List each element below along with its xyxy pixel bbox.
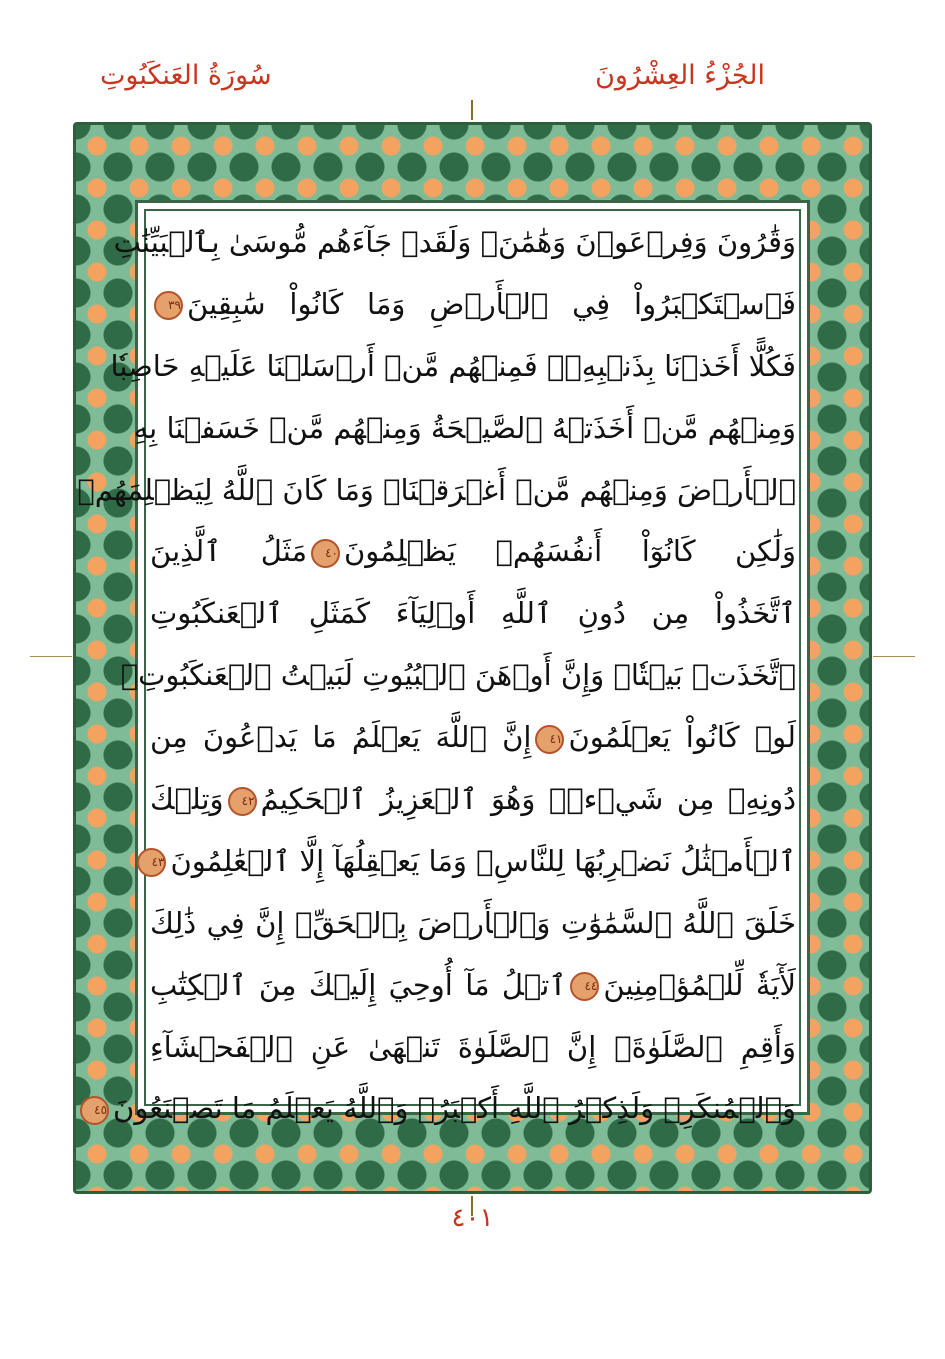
text-line: خَلَقَ ٱللَّهُ ٱلسَّمَٰوَٰتِ وَٱلۡأَرۡضَ بِٱلۡحَقِّۚ إِنَّ فِي ذَٰلِكَ	[150, 905, 796, 940]
text-line: وَقَٰرُونَ وَفِرۡعَوۡنَ وَهَٰمَٰنَۖ وَلَقَدۡ جَآءَهُم مُّوسَىٰ بِٱلۡبَيِّنَٰتِ	[113, 225, 796, 259]
text-line: ٱلۡأَرۡضَ وَمِنۡهُم مَّنۡ أَغۡرَقۡنَاۚ وَمَا كَانَ ٱللَّهُ لِيَظۡلِمَهُمۡ	[77, 472, 796, 507]
ayah-marker: ٤١	[535, 725, 564, 754]
text-line: ٱلۡأَمۡثَٰلُ نَضۡرِبُهَا لِلنَّاسِۖ وَمَا يَعۡقِلُهَآ إِلَّا ٱلۡعَٰلِمُونَ٤٣	[150, 831, 796, 893]
ayah-marker: ٤٠	[311, 539, 340, 568]
text-line: فَكُلًّا أَخَذۡنَا بِذَنۢبِهِۦۖ فَمِنۡهُم مَّنۡ أَرۡسَلۡنَا عَلَيۡهِ حَاصِبٗا	[110, 348, 796, 383]
ornament-tick-top	[471, 100, 473, 120]
text-line: وَأَقِمِ ٱلصَّلَوٰةَۖ إِنَّ ٱلصَّلَوٰةَ تَنۡهَىٰ عَنِ ٱلۡفَحۡشَآءِ	[150, 1029, 796, 1064]
text-line: لَوۡ كَانُواْ يَعۡلَمُونَ٤١إِنَّ ٱللَّهَ يَعۡلَمُ مَا يَدۡعُونَ مِن	[150, 720, 796, 755]
ayah-marker: ٣٩	[154, 291, 183, 320]
text-line: فَٱسۡتَكۡبَرُواْ فِي ٱلۡأَرۡضِ وَمَا كَانُواْ سَٰبِقِينَ٣٩	[150, 274, 796, 336]
text-line: وَلَٰكِن كَانُوٓاْ أَنفُسَهُمۡ يَظۡلِمُونَ٤٠مَثَلُ ٱلَّذِينَ	[150, 534, 796, 569]
ornament-tick-left	[30, 656, 72, 657]
ayah-marker: ٤٤	[570, 972, 599, 1001]
text-line: وَٱلۡمُنكَرِۗ وَلَذِكۡرُ ٱللَّهِ أَكۡبَرُۗ وَٱللَّهُ يَعۡلَمُ مَا تَصۡنَعُونَ٤٥	[150, 1078, 796, 1140]
ornament-tick-right	[873, 656, 915, 657]
quran-text	[77, 212, 797, 1140]
text-line: ٱتَّخَذَتۡ بَيۡتٗاۖ وَإِنَّ أَوۡهَنَ ٱلۡبُيُوتِ لَبَيۡتُ ٱلۡعَنكَبُوتِۚ	[120, 658, 796, 693]
text-line: وَمِنۡهُم مَّنۡ أَخَذَتۡهُ ٱلصَّيۡحَةُ وَمِنۡهُم مَّنۡ خَسَفۡنَا بِهِ	[133, 410, 796, 445]
text-line: ٱتَّخَذُواْ مِن دُونِ ٱللَّهِ أَوۡلِيَآءَ كَمَثَلِ ٱلۡعَنكَبُوتِ	[150, 596, 796, 631]
ayah-marker: ٤٣	[137, 848, 166, 877]
text-line: دُونِهِۦ مِن شَيۡءٖۚ وَهُوَ ٱلۡعَزِيزُ ٱلۡحَكِيمُ٤٢وَتِلۡكَ	[150, 782, 796, 817]
page-number: ٤٠١	[451, 1203, 494, 1233]
ayah-marker: ٤٢	[228, 787, 257, 816]
surah-header: سُورَةُ العَنكَبُوتِ	[100, 60, 272, 91]
ayah-marker: ٤٥	[80, 1096, 109, 1125]
text-line: لَأٓيَةٗ لِّلۡمُؤۡمِنِينَ٤٤ٱتۡلُ مَآ أُوحِيَ إِلَيۡكَ مِنَ ٱلۡكِتَٰبِ	[150, 967, 797, 1002]
juz-header: الجُزْءُ العِشْرُونَ	[595, 60, 765, 91]
